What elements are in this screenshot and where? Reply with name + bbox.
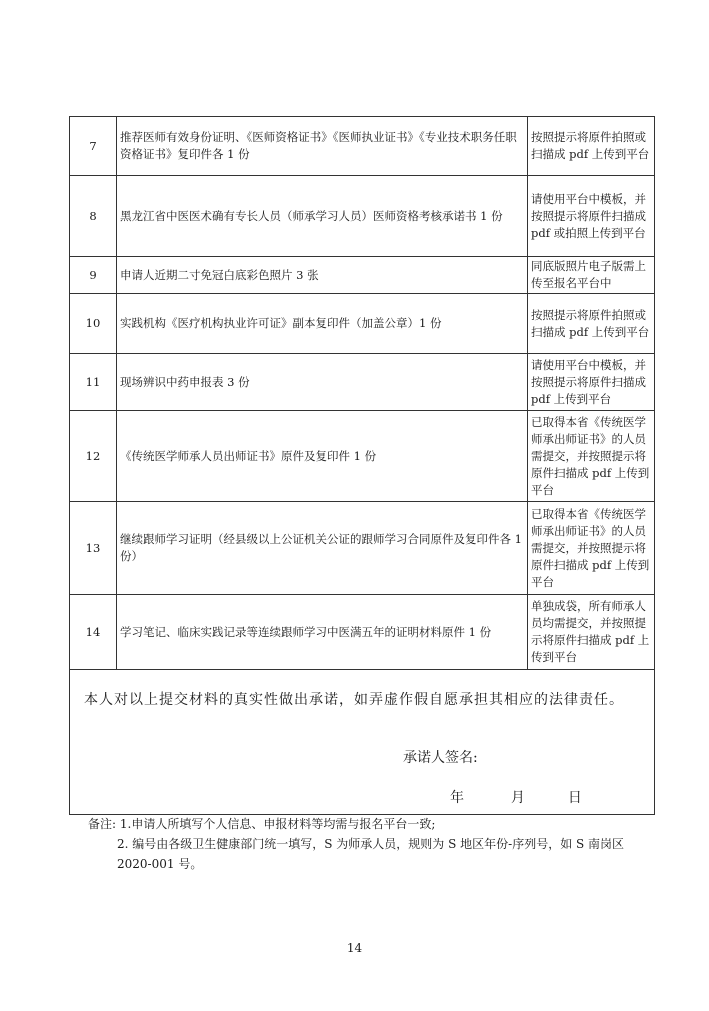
material-description: 《传统医学师承人员出师证书》原件及复印件 1 份: [117, 411, 528, 502]
material-description: 现场辨识中药申报表 3 份: [117, 354, 528, 411]
material-description: 继续跟师学习证明（经县级以上公证机关公证的跟师学习合同原件及复印件各 1 份）: [117, 502, 528, 595]
row-number: 9: [70, 257, 117, 294]
material-description: 黑龙江省中医医术确有专长人员（师承学习人员）医师资格考核承诺书 1 份: [117, 176, 528, 257]
remarks: [88, 814, 648, 874]
materials-table: [69, 116, 655, 815]
table-row: [70, 411, 655, 502]
row-number: 10: [70, 294, 117, 354]
date-line: [450, 790, 582, 807]
material-description: 申请人近期二寸免冠白底彩色照片 3 张: [117, 257, 528, 294]
submission-instruction: 请使用平台中模板，并按照提示将原件扫描成 pdf 或拍照上传到平台: [528, 176, 655, 257]
signature-label: 承诺人签名:: [403, 750, 478, 766]
table-row: [70, 176, 655, 257]
table-row: [70, 257, 655, 294]
submission-instruction: 按照提示将原件拍照或扫描成 pdf 上传到平台: [528, 117, 655, 176]
pledge-statement: 本人对以上提交材料的真实性做出承诺，如弄虚作假自愿承担其相应的法律责任。: [84, 692, 624, 708]
remark-line-1: [88, 814, 648, 834]
remark-prefix: 备注:: [88, 817, 117, 831]
pledge-cell: [70, 670, 655, 815]
page-number: 14: [346, 941, 363, 955]
table-row: [70, 595, 655, 670]
submission-instruction: 已取得本省《传统医学师承出师证书》的人员需提交，并按照提示将原件扫描成 pdf 上传到平台: [528, 502, 655, 595]
year-label: 年: [450, 790, 464, 806]
pledge-row: [70, 670, 655, 815]
submission-instruction: 请使用平台中模板，并按照提示将原件扫描成 pdf 上传到平台: [528, 354, 655, 411]
table-row: [70, 117, 655, 176]
submission-instruction: 单独成袋，所有师承人员均需提交，并按照提示将原件扫描成 pdf 上传到平台: [528, 595, 655, 670]
month-label: 月: [510, 790, 525, 806]
day-label: 日: [567, 790, 582, 806]
remark-item-2: 2. 编号由各级卫生健康部门统一填写，S 为师承人员，规则为 S 地区年份-序列号，如 S 南岗区 2020-001 号。: [117, 837, 625, 871]
row-number: 11: [70, 354, 117, 411]
submission-instruction: 按照提示将原件拍照或扫描成 pdf 上传到平台: [528, 294, 655, 354]
table-row: [70, 294, 655, 354]
remark-item-1: 1.申请人所填写个人信息、申报材料等均需与报名平台一致;: [119, 817, 436, 831]
row-number: 13: [70, 502, 117, 595]
row-number: 14: [70, 595, 117, 670]
material-description: 推荐医师有效身份证明、《医师资格证书》《医师执业证书》《专业技术职务任职资格证书》复印件各 1 份: [117, 117, 528, 176]
row-number: 8: [70, 176, 117, 257]
table-row: [70, 354, 655, 411]
table-row: [70, 502, 655, 595]
submission-instruction: 已取得本省《传统医学师承出师证书》的人员需提交，并按照提示将原件扫描成 pdf 上传到平台: [528, 411, 655, 502]
material-description: 学习笔记、临床实践记录等连续跟师学习中医满五年的证明材料原件 1 份: [117, 595, 528, 670]
row-number: 12: [70, 411, 117, 502]
submission-instruction: 同底版照片电子版需上传至报名平台中: [528, 257, 655, 294]
row-number: 7: [70, 117, 117, 176]
material-description: 实践机构《医疗机构执业许可证》副本复印件（加盖公章）1 份: [117, 294, 528, 354]
